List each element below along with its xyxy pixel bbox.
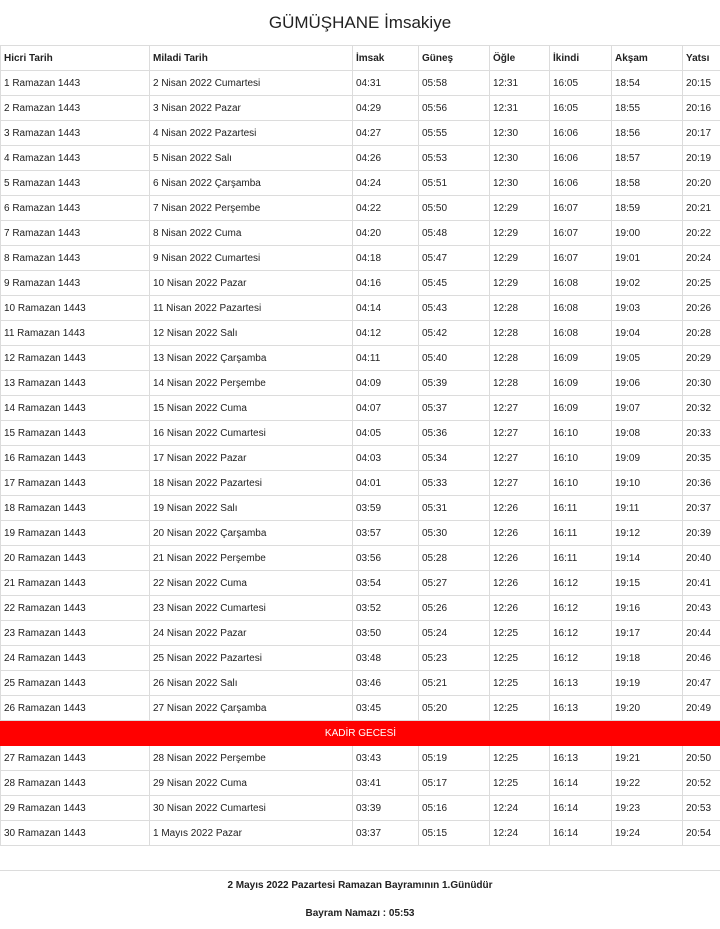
miladi-date-cell: 7 Nisan 2022 Perşembe [150, 196, 353, 221]
table-row [1, 296, 720, 321]
yatsi-cell: 20:44 [683, 621, 720, 646]
ikindi-cell: 16:09 [550, 346, 612, 371]
table-row [1, 396, 720, 421]
ikindi-cell: 16:13 [550, 746, 612, 771]
yatsi-cell: 20:22 [683, 221, 720, 246]
miladi-date-cell: 5 Nisan 2022 Salı [150, 146, 353, 171]
ogle-cell: 12:25 [490, 746, 550, 771]
gunes-cell: 05:45 [419, 271, 490, 296]
imsak-cell: 03:54 [353, 571, 419, 596]
ogle-cell: 12:27 [490, 471, 550, 496]
ogle-cell: 12:25 [490, 646, 550, 671]
ogle-cell: 12:25 [490, 621, 550, 646]
yatsi-cell: 20:16 [683, 96, 720, 121]
ogle-cell: 12:24 [490, 821, 550, 846]
imsak-cell: 03:45 [353, 696, 419, 721]
imsak-cell: 04:07 [353, 396, 419, 421]
ogle-cell: 12:28 [490, 321, 550, 346]
miladi-date-cell: 20 Nisan 2022 Çarşamba [150, 521, 353, 546]
ikindi-cell: 16:09 [550, 371, 612, 396]
yatsi-cell: 20:43 [683, 596, 720, 621]
ikindi-cell: 16:10 [550, 446, 612, 471]
hicri-date-cell: 25 Ramazan 1443 [1, 671, 150, 696]
hicri-date-cell: 7 Ramazan 1443 [1, 221, 150, 246]
yatsi-cell: 20:54 [683, 821, 720, 846]
ikindi-cell: 16:08 [550, 296, 612, 321]
ogle-cell: 12:26 [490, 596, 550, 621]
yatsi-cell: 20:39 [683, 521, 720, 546]
aksam-cell: 18:56 [612, 121, 683, 146]
gunes-cell: 05:43 [419, 296, 490, 321]
ikindi-cell: 16:14 [550, 771, 612, 796]
miladi-date-cell: 29 Nisan 2022 Cuma [150, 771, 353, 796]
hicri-date-cell: 29 Ramazan 1443 [1, 796, 150, 821]
hicri-date-cell: 28 Ramazan 1443 [1, 771, 150, 796]
gunes-cell: 05:23 [419, 646, 490, 671]
imsak-cell: 03:48 [353, 646, 419, 671]
aksam-cell: 19:05 [612, 346, 683, 371]
hicri-date-cell: 14 Ramazan 1443 [1, 396, 150, 421]
kadir-gecesi-label: KADİR GECESİ [1, 721, 720, 746]
gunes-cell: 05:27 [419, 571, 490, 596]
table-row [1, 696, 720, 721]
ogle-cell: 12:24 [490, 796, 550, 821]
miladi-date-cell: 19 Nisan 2022 Salı [150, 496, 353, 521]
ikindi-cell: 16:06 [550, 146, 612, 171]
hicri-date-cell: 1 Ramazan 1443 [1, 71, 150, 96]
aksam-cell: 19:17 [612, 621, 683, 646]
table-row [1, 196, 720, 221]
miladi-date-cell: 26 Nisan 2022 Salı [150, 671, 353, 696]
ogle-cell: 12:25 [490, 671, 550, 696]
ogle-cell: 12:28 [490, 346, 550, 371]
yatsi-cell: 20:49 [683, 696, 720, 721]
miladi-date-cell: 12 Nisan 2022 Salı [150, 321, 353, 346]
imsak-cell: 03:41 [353, 771, 419, 796]
aksam-cell: 19:20 [612, 696, 683, 721]
imsak-cell: 03:50 [353, 621, 419, 646]
aksam-cell: 18:55 [612, 96, 683, 121]
table-row [1, 321, 720, 346]
aksam-cell: 19:12 [612, 521, 683, 546]
yatsi-cell: 20:40 [683, 546, 720, 571]
hicri-date-cell: 21 Ramazan 1443 [1, 571, 150, 596]
gunes-cell: 05:42 [419, 321, 490, 346]
table-row [1, 746, 720, 771]
hicri-date-cell: 10 Ramazan 1443 [1, 296, 150, 321]
aksam-cell: 19:21 [612, 746, 683, 771]
table-row [1, 671, 720, 696]
table-row [1, 646, 720, 671]
hicri-date-cell: 16 Ramazan 1443 [1, 446, 150, 471]
ikindi-cell: 16:05 [550, 96, 612, 121]
bayram-note: 2 Mayıs 2022 Pazartesi Ramazan Bayramının 1.Günüdür [227, 880, 493, 891]
hicri-date-cell: 6 Ramazan 1443 [1, 196, 150, 221]
ogle-cell: 12:29 [490, 246, 550, 271]
ikindi-cell: 16:10 [550, 421, 612, 446]
gunes-cell: 05:34 [419, 446, 490, 471]
column-header-imsak: İmsak [353, 46, 419, 71]
gunes-cell: 05:24 [419, 621, 490, 646]
imsakiye-table [0, 45, 720, 846]
miladi-date-cell: 27 Nisan 2022 Çarşamba [150, 696, 353, 721]
table-row [1, 171, 720, 196]
imsak-cell: 04:09 [353, 371, 419, 396]
imsak-cell: 04:11 [353, 346, 419, 371]
yatsi-cell: 20:32 [683, 396, 720, 421]
ikindi-cell: 16:12 [550, 571, 612, 596]
yatsi-cell: 20:53 [683, 796, 720, 821]
gunes-cell: 05:30 [419, 521, 490, 546]
hicri-date-cell: 13 Ramazan 1443 [1, 371, 150, 396]
aksam-cell: 19:02 [612, 271, 683, 296]
yatsi-cell: 20:19 [683, 146, 720, 171]
column-header-miladi: Miladi Tarih [150, 46, 353, 71]
gunes-cell: 05:15 [419, 821, 490, 846]
gunes-cell: 05:17 [419, 771, 490, 796]
hicri-date-cell: 26 Ramazan 1443 [1, 696, 150, 721]
page-title: GÜMÜŞHANE İmsakiye [268, 13, 452, 32]
ikindi-cell: 16:14 [550, 821, 612, 846]
footer-divider [0, 870, 720, 871]
gunes-cell: 05:33 [419, 471, 490, 496]
ikindi-cell: 16:06 [550, 171, 612, 196]
imsak-cell: 04:31 [353, 71, 419, 96]
imsak-cell: 04:20 [353, 221, 419, 246]
table-row [1, 521, 720, 546]
ikindi-cell: 16:11 [550, 521, 612, 546]
ikindi-cell: 16:12 [550, 596, 612, 621]
ogle-cell: 12:25 [490, 771, 550, 796]
table-row [1, 121, 720, 146]
miladi-date-cell: 8 Nisan 2022 Cuma [150, 221, 353, 246]
table-row [1, 771, 720, 796]
imsak-cell: 03:39 [353, 796, 419, 821]
table-row [1, 796, 720, 821]
aksam-cell: 18:58 [612, 171, 683, 196]
gunes-cell: 05:47 [419, 246, 490, 271]
ogle-cell: 12:29 [490, 221, 550, 246]
aksam-cell: 19:08 [612, 421, 683, 446]
table-row [1, 471, 720, 496]
imsak-cell: 03:43 [353, 746, 419, 771]
aksam-cell: 19:07 [612, 396, 683, 421]
miladi-date-cell: 30 Nisan 2022 Cumartesi [150, 796, 353, 821]
table-row [1, 821, 720, 846]
column-header-aksam: Akşam [612, 46, 683, 71]
yatsi-cell: 20:21 [683, 196, 720, 221]
miladi-date-cell: 22 Nisan 2022 Cuma [150, 571, 353, 596]
yatsi-cell: 20:47 [683, 671, 720, 696]
imsak-cell: 03:46 [353, 671, 419, 696]
yatsi-cell: 20:29 [683, 346, 720, 371]
yatsi-cell: 20:15 [683, 71, 720, 96]
column-header-yatsi: Yatsı [683, 46, 720, 71]
ikindi-cell: 16:09 [550, 396, 612, 421]
ikindi-cell: 16:07 [550, 196, 612, 221]
yatsi-cell: 20:35 [683, 446, 720, 471]
miladi-date-cell: 11 Nisan 2022 Pazartesi [150, 296, 353, 321]
hicri-date-cell: 23 Ramazan 1443 [1, 621, 150, 646]
ikindi-cell: 16:07 [550, 246, 612, 271]
ogle-cell: 12:26 [490, 571, 550, 596]
yatsi-cell: 20:33 [683, 421, 720, 446]
ikindi-cell: 16:12 [550, 646, 612, 671]
gunes-cell: 05:40 [419, 346, 490, 371]
gunes-cell: 05:51 [419, 171, 490, 196]
gunes-cell: 05:56 [419, 96, 490, 121]
ikindi-cell: 16:10 [550, 471, 612, 496]
table-row [1, 71, 720, 96]
gunes-cell: 05:21 [419, 671, 490, 696]
aksam-cell: 18:57 [612, 146, 683, 171]
aksam-cell: 19:04 [612, 321, 683, 346]
gunes-cell: 05:20 [419, 696, 490, 721]
hicri-date-cell: 3 Ramazan 1443 [1, 121, 150, 146]
miladi-date-cell: 9 Nisan 2022 Cumartesi [150, 246, 353, 271]
miladi-date-cell: 18 Nisan 2022 Pazartesi [150, 471, 353, 496]
ikindi-cell: 16:13 [550, 696, 612, 721]
gunes-cell: 05:58 [419, 71, 490, 96]
ogle-cell: 12:26 [490, 496, 550, 521]
ikindi-cell: 16:07 [550, 221, 612, 246]
ikindi-cell: 16:08 [550, 271, 612, 296]
ogle-cell: 12:28 [490, 371, 550, 396]
yatsi-cell: 20:24 [683, 246, 720, 271]
ogle-cell: 12:31 [490, 71, 550, 96]
miladi-date-cell: 28 Nisan 2022 Perşembe [150, 746, 353, 771]
hicri-date-cell: 17 Ramazan 1443 [1, 471, 150, 496]
table-row [1, 621, 720, 646]
aksam-cell: 18:59 [612, 196, 683, 221]
miladi-date-cell: 13 Nisan 2022 Çarşamba [150, 346, 353, 371]
column-header-hicri: Hicri Tarih [1, 46, 150, 71]
imsak-cell: 03:52 [353, 596, 419, 621]
column-header-ikindi: İkindi [550, 46, 612, 71]
ogle-cell: 12:26 [490, 521, 550, 546]
imsak-cell: 04:26 [353, 146, 419, 171]
ikindi-cell: 16:14 [550, 796, 612, 821]
miladi-date-cell: 15 Nisan 2022 Cuma [150, 396, 353, 421]
miladi-date-cell: 2 Nisan 2022 Cumartesi [150, 71, 353, 96]
table-row [1, 496, 720, 521]
table-row [1, 221, 720, 246]
gunes-cell: 05:36 [419, 421, 490, 446]
imsak-cell: 04:16 [353, 271, 419, 296]
aksam-cell: 19:14 [612, 546, 683, 571]
miladi-date-cell: 3 Nisan 2022 Pazar [150, 96, 353, 121]
ogle-cell: 12:30 [490, 146, 550, 171]
hicri-date-cell: 24 Ramazan 1443 [1, 646, 150, 671]
imsak-cell: 04:27 [353, 121, 419, 146]
miladi-date-cell: 17 Nisan 2022 Pazar [150, 446, 353, 471]
imsak-cell: 04:29 [353, 96, 419, 121]
yatsi-cell: 20:37 [683, 496, 720, 521]
aksam-cell: 19:09 [612, 446, 683, 471]
hicri-date-cell: 30 Ramazan 1443 [1, 821, 150, 846]
yatsi-cell: 20:50 [683, 746, 720, 771]
hicri-date-cell: 8 Ramazan 1443 [1, 246, 150, 271]
yatsi-cell: 20:26 [683, 296, 720, 321]
miladi-date-cell: 1 Mayıs 2022 Pazar [150, 821, 353, 846]
yatsi-cell: 20:46 [683, 646, 720, 671]
gunes-cell: 05:19 [419, 746, 490, 771]
ogle-cell: 12:27 [490, 396, 550, 421]
aksam-cell: 19:18 [612, 646, 683, 671]
yatsi-cell: 20:17 [683, 121, 720, 146]
yatsi-cell: 20:41 [683, 571, 720, 596]
aksam-cell: 19:24 [612, 821, 683, 846]
hicri-date-cell: 5 Ramazan 1443 [1, 171, 150, 196]
table-row [1, 271, 720, 296]
ogle-cell: 12:27 [490, 421, 550, 446]
yatsi-cell: 20:25 [683, 271, 720, 296]
ikindi-cell: 16:08 [550, 321, 612, 346]
imsak-cell: 04:18 [353, 246, 419, 271]
hicri-date-cell: 27 Ramazan 1443 [1, 746, 150, 771]
column-header-gunes: Güneş [419, 46, 490, 71]
imsak-cell: 04:22 [353, 196, 419, 221]
imsak-cell: 04:12 [353, 321, 419, 346]
aksam-cell: 19:01 [612, 246, 683, 271]
imsak-cell: 03:37 [353, 821, 419, 846]
table-row [1, 96, 720, 121]
ogle-cell: 12:27 [490, 446, 550, 471]
table-row [1, 371, 720, 396]
imsak-cell: 03:59 [353, 496, 419, 521]
miladi-date-cell: 6 Nisan 2022 Çarşamba [150, 171, 353, 196]
ikindi-cell: 16:11 [550, 496, 612, 521]
bayram-namazi: Bayram Namazı : 05:53 [305, 908, 415, 919]
gunes-cell: 05:39 [419, 371, 490, 396]
table-row [1, 571, 720, 596]
ikindi-cell: 16:06 [550, 121, 612, 146]
gunes-cell: 05:16 [419, 796, 490, 821]
gunes-cell: 05:48 [419, 221, 490, 246]
kadir-gecesi-row [1, 721, 720, 746]
miladi-date-cell: 10 Nisan 2022 Pazar [150, 271, 353, 296]
ogle-cell: 12:26 [490, 546, 550, 571]
imsak-cell: 04:14 [353, 296, 419, 321]
hicri-date-cell: 9 Ramazan 1443 [1, 271, 150, 296]
hicri-date-cell: 19 Ramazan 1443 [1, 521, 150, 546]
aksam-cell: 19:11 [612, 496, 683, 521]
table-row [1, 596, 720, 621]
ogle-cell: 12:30 [490, 171, 550, 196]
hicri-date-cell: 2 Ramazan 1443 [1, 96, 150, 121]
ogle-cell: 12:28 [490, 296, 550, 321]
gunes-cell: 05:26 [419, 596, 490, 621]
imsak-cell: 03:57 [353, 521, 419, 546]
table-row [1, 546, 720, 571]
miladi-date-cell: 14 Nisan 2022 Perşembe [150, 371, 353, 396]
aksam-cell: 19:16 [612, 596, 683, 621]
aksam-cell: 19:03 [612, 296, 683, 321]
miladi-date-cell: 16 Nisan 2022 Cumartesi [150, 421, 353, 446]
table-row [1, 346, 720, 371]
yatsi-cell: 20:36 [683, 471, 720, 496]
ogle-cell: 12:30 [490, 121, 550, 146]
column-header-ogle: Öğle [490, 46, 550, 71]
yatsi-cell: 20:28 [683, 321, 720, 346]
table-row [1, 421, 720, 446]
ogle-cell: 12:29 [490, 196, 550, 221]
hicri-date-cell: 22 Ramazan 1443 [1, 596, 150, 621]
aksam-cell: 19:22 [612, 771, 683, 796]
miladi-date-cell: 21 Nisan 2022 Perşembe [150, 546, 353, 571]
ikindi-cell: 16:11 [550, 546, 612, 571]
gunes-cell: 05:31 [419, 496, 490, 521]
imsak-cell: 04:03 [353, 446, 419, 471]
miladi-date-cell: 4 Nisan 2022 Pazartesi [150, 121, 353, 146]
hicri-date-cell: 20 Ramazan 1443 [1, 546, 150, 571]
gunes-cell: 05:28 [419, 546, 490, 571]
table-row [1, 246, 720, 271]
gunes-cell: 05:53 [419, 146, 490, 171]
gunes-cell: 05:55 [419, 121, 490, 146]
ikindi-cell: 16:12 [550, 621, 612, 646]
hicri-date-cell: 15 Ramazan 1443 [1, 421, 150, 446]
table-body [1, 71, 720, 846]
ogle-cell: 12:25 [490, 696, 550, 721]
imsak-cell: 04:01 [353, 471, 419, 496]
hicri-date-cell: 4 Ramazan 1443 [1, 146, 150, 171]
aksam-cell: 18:54 [612, 71, 683, 96]
gunes-cell: 05:50 [419, 196, 490, 221]
gunes-cell: 05:37 [419, 396, 490, 421]
table-header-row [1, 46, 720, 71]
imsak-cell: 03:56 [353, 546, 419, 571]
miladi-date-cell: 24 Nisan 2022 Pazar [150, 621, 353, 646]
ikindi-cell: 16:05 [550, 71, 612, 96]
ogle-cell: 12:31 [490, 96, 550, 121]
aksam-cell: 19:06 [612, 371, 683, 396]
hicri-date-cell: 18 Ramazan 1443 [1, 496, 150, 521]
yatsi-cell: 20:20 [683, 171, 720, 196]
miladi-date-cell: 25 Nisan 2022 Pazartesi [150, 646, 353, 671]
imsak-cell: 04:24 [353, 171, 419, 196]
aksam-cell: 19:00 [612, 221, 683, 246]
yatsi-cell: 20:30 [683, 371, 720, 396]
hicri-date-cell: 12 Ramazan 1443 [1, 346, 150, 371]
ogle-cell: 12:29 [490, 271, 550, 296]
aksam-cell: 19:10 [612, 471, 683, 496]
ikindi-cell: 16:13 [550, 671, 612, 696]
miladi-date-cell: 23 Nisan 2022 Cumartesi [150, 596, 353, 621]
table-row [1, 146, 720, 171]
yatsi-cell: 20:52 [683, 771, 720, 796]
aksam-cell: 19:23 [612, 796, 683, 821]
imsak-cell: 04:05 [353, 421, 419, 446]
table-row [1, 446, 720, 471]
hicri-date-cell: 11 Ramazan 1443 [1, 321, 150, 346]
aksam-cell: 19:19 [612, 671, 683, 696]
aksam-cell: 19:15 [612, 571, 683, 596]
